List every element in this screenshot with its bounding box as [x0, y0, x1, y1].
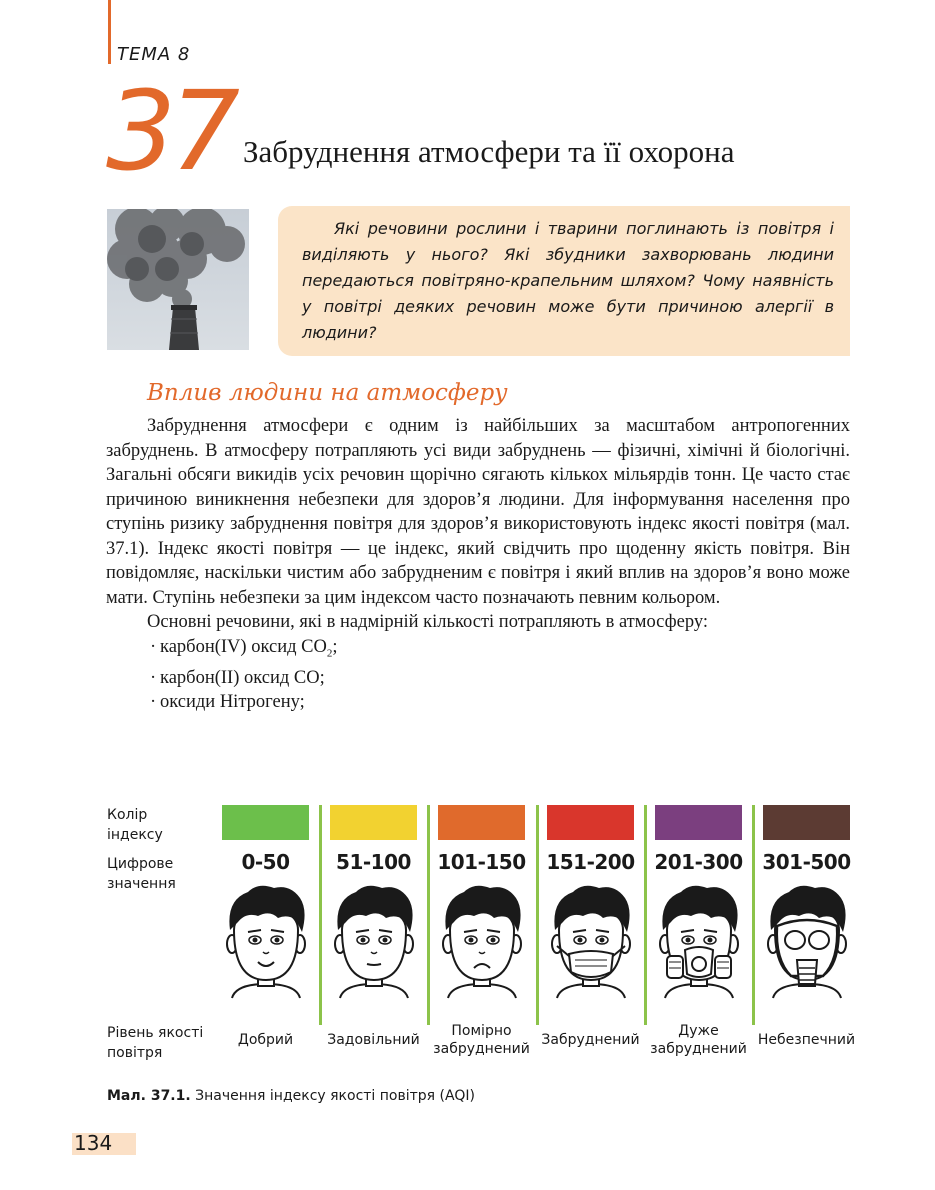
- aqi-face-icon: [326, 880, 422, 1000]
- aqi-level-label: Дуже забруднений: [650, 1023, 747, 1057]
- aqi-color-block: [222, 805, 309, 840]
- aqi-separator: [319, 805, 322, 1025]
- aqi-face-icon: [543, 880, 639, 1000]
- lesson-title: Забруднення атмосфери та її охорона: [243, 134, 735, 169]
- aqi-range-label: 51-100: [336, 850, 411, 874]
- aqi-range-label: 151-200: [546, 850, 635, 874]
- question-box: [278, 206, 850, 356]
- list-item: · оксиди Нітрогену;: [150, 692, 305, 713]
- aqi-level-label: Задовільний: [327, 1032, 420, 1048]
- list-item: · карбон(IV) оксид $CO_2$;: [150, 636, 338, 660]
- aqi-color-block: [330, 805, 417, 840]
- aqi-face-icon: [434, 880, 530, 1000]
- list-item: · карбон(II) оксид CO;: [150, 667, 325, 688]
- paragraph-1: Забруднення атмосфери є одним із найбільших за масштабом антропогенних забруднень. В атмосферу потрапляють усі види забруднень — фізичні, хімічні й біологічні. Загальні обсяги викидів усіх речовин щорічно сягають кількох мільярдів тонн. Це часто стає причиною виникнення небезпеки для здоров’я людини. Для інформування населення про ступінь ризику забруднення повітря для здоров’я використовують індекс якості повітря (мал. 37.1). Індекс якості повітря — це індекс, який свідчить про щоденну якість повітря. Він повідомляє, наскільки чистим або забрудненим є повітря і який вплив на здоров’я воно може мати. Ступінь небезпеки за цим індексом часто позначають певним кольором.: [106, 416, 850, 608]
- aqi-level-label: Забруднений: [541, 1032, 640, 1048]
- aqi-face-icon: [759, 880, 855, 1000]
- figure-caption: Мал. 37.1. Значення індексу якості повітря (AQI): [107, 1088, 475, 1104]
- aqi-color-block: [655, 805, 742, 840]
- aqi-range-label: 0-50: [241, 850, 290, 874]
- aqi-separator: [752, 805, 755, 1025]
- topic-label: ТЕМА 8: [117, 44, 191, 65]
- section-heading: Вплив людини на атмосферу: [147, 380, 508, 406]
- page-number: 134: [74, 1131, 113, 1155]
- aqi-range-label: 201-300: [654, 850, 743, 874]
- aqi-level-label: Помірно забруднений: [433, 1023, 530, 1057]
- aqi-separator: [427, 805, 430, 1025]
- label-color: Колір індексу: [107, 807, 163, 843]
- label-value: Цифрове значення: [107, 856, 176, 892]
- aqi-separator: [644, 805, 647, 1025]
- question-text: Які речовини рослини і тварини поглинають із повітря і виділяють у нього? Які збудники захворювань людини передаються повітряно-крапельним шляхом? Чому наявність у повітрі деяких речовин може бути причиною алергії в людини?: [302, 219, 834, 342]
- aqi-color-block: [763, 805, 850, 840]
- aqi-color-block: [547, 805, 634, 840]
- aqi-face-icon: [651, 880, 747, 1000]
- aqi-range-label: 101-150: [437, 850, 526, 874]
- label-level: Рівень якості повітря: [107, 1025, 204, 1061]
- aqi-color-block: [438, 805, 525, 840]
- aqi-level-label: Небезпечний: [757, 1032, 856, 1048]
- aqi-face-icon: [218, 880, 314, 1000]
- paragraph-2: Основні речовини, які в надмірній кількості потрапляють в атмосферу:: [147, 612, 708, 632]
- aqi-separator: [536, 805, 539, 1025]
- aqi-level-label: Добрий: [237, 1032, 294, 1048]
- smokestack-photo: [107, 209, 249, 350]
- body-text: [106, 414, 850, 715]
- header-rule: [108, 0, 111, 64]
- substance-list: [106, 635, 850, 715]
- aqi-range-label: 301-500: [762, 850, 851, 874]
- lesson-number: 37: [106, 67, 234, 195]
